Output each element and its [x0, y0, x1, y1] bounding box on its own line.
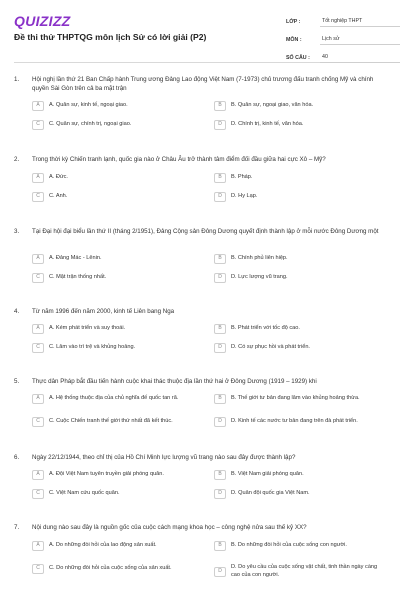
- option-a[interactable]: [32, 324, 200, 334]
- option-b[interactable]: [214, 254, 382, 264]
- option-letter-badge: A: [32, 394, 44, 404]
- option-text: B. Do những đòi hỏi của cuộc sống con người.: [231, 542, 347, 549]
- question-item: [14, 523, 386, 578]
- option-b[interactable]: [214, 101, 382, 111]
- option-text: B. Chính phủ liên hiệp.: [231, 255, 288, 262]
- option-letter-badge: C: [32, 343, 44, 353]
- meta-value: Tốt nghiệp THPT: [320, 18, 400, 27]
- question-item: [14, 227, 386, 281]
- option-a[interactable]: [32, 470, 200, 480]
- option-c[interactable]: [32, 343, 200, 353]
- option-letter-badge: D: [214, 567, 226, 577]
- question-head: [14, 155, 386, 164]
- option-c[interactable]: [32, 192, 200, 202]
- question-head: [14, 523, 386, 532]
- option-text: A. Đức.: [49, 174, 68, 181]
- option-text: D. Kinh tế các nước tư bản đang trên đà phát triển.: [231, 418, 358, 425]
- option-letter-badge: A: [32, 324, 44, 334]
- meta-row-count: [286, 48, 400, 63]
- option-d[interactable]: [214, 417, 382, 427]
- option-c[interactable]: [32, 489, 200, 499]
- option-text: B. Việt Nam giải phóng quân.: [231, 471, 304, 478]
- question-text: Nội dung nào sau đây là nguồn gốc của cuộc cách mạng khoa học – công nghệ nửa sau thế kỷ XX?: [32, 524, 307, 531]
- option-letter-badge: A: [32, 541, 44, 551]
- option-text: C. Cuộc Chiến tranh thế giới thứ nhất đã kết thúc.: [49, 418, 173, 425]
- option-c[interactable]: [32, 417, 200, 427]
- option-letter-badge: D: [214, 343, 226, 353]
- meta-row-class: [286, 12, 400, 27]
- meta-row-subject: [286, 30, 400, 45]
- option-a[interactable]: [32, 101, 200, 111]
- question-text: Từ năm 1996 đến năm 2000, kinh tế Liên bang Nga: [32, 308, 175, 315]
- option-text: A. Quân sự, kinh tế, ngoại giao.: [49, 102, 128, 109]
- question-number: 5.: [14, 378, 20, 385]
- option-text: C. Anh.: [49, 193, 68, 200]
- option-b[interactable]: [214, 470, 382, 480]
- meta-label: MÔN :: [286, 37, 302, 43]
- option-text: C. Lâm vào trì trệ và khủng hoảng.: [49, 344, 136, 351]
- option-text: C. Quân sự, chính trị, ngoại giao.: [49, 121, 132, 128]
- option-letter-badge: B: [214, 470, 226, 480]
- question-text: Ngày 22/12/1944, theo chỉ thị của Hồ Chí Minh lực lượng vũ trang nào sau đây được thành lập?: [32, 454, 296, 461]
- question-head: [14, 377, 386, 386]
- option-d[interactable]: [214, 192, 382, 202]
- option-b[interactable]: [214, 324, 382, 334]
- question-head: [14, 227, 386, 236]
- option-letter-badge: A: [32, 173, 44, 183]
- option-letter-badge: D: [214, 192, 226, 202]
- option-letter-badge: C: [32, 273, 44, 283]
- option-text: B. Quân sự, ngoại giao, văn hóa.: [231, 102, 314, 109]
- option-letter-badge: D: [214, 120, 226, 130]
- option-c[interactable]: [32, 273, 200, 283]
- option-text: B. Pháp.: [231, 174, 253, 181]
- question-number: 1.: [14, 76, 20, 83]
- option-a[interactable]: [32, 254, 200, 264]
- option-b[interactable]: [214, 394, 382, 404]
- option-letter-badge: C: [32, 489, 44, 499]
- question-text: Thực dân Pháp bắt đầu tiến hành cuộc khai thác thuộc địa lần thứ hai ở Đông Dương (1919 – 1929) khi: [32, 378, 317, 385]
- option-letter-badge: C: [32, 192, 44, 202]
- option-b[interactable]: [214, 173, 382, 183]
- option-a[interactable]: [32, 394, 200, 404]
- meta-value: 40: [320, 54, 400, 63]
- option-c[interactable]: [32, 120, 200, 130]
- question-number: 2.: [14, 156, 20, 163]
- option-a[interactable]: [32, 173, 200, 183]
- option-letter-badge: C: [32, 417, 44, 427]
- option-text: D. Hy Lạp.: [231, 193, 258, 200]
- page-title: Đề thi thử THPTQG môn lịch Sử có lời giải (P2): [14, 32, 207, 42]
- option-text: B. Thế giới tư bản đang lâm vào khủng hoảng thừa.: [231, 395, 360, 402]
- option-letter-badge: B: [214, 101, 226, 111]
- meta-label: SỐ CÂU :: [286, 55, 310, 61]
- option-d[interactable]: [214, 273, 382, 283]
- question-item: [14, 75, 386, 128]
- option-text: B. Phát triển với tốc độ cao.: [231, 325, 300, 332]
- option-d[interactable]: [214, 343, 382, 353]
- question-text: Trong thời kỳ Chiến tranh lạnh, quốc gia nào ở Châu Âu trở thành tâm điểm đối đầu giữa hai cực Xô – Mỹ?: [32, 156, 326, 163]
- option-letter-badge: B: [214, 254, 226, 264]
- question-head: [14, 307, 386, 316]
- option-letter-badge: C: [32, 120, 44, 130]
- option-letter-badge: B: [214, 541, 226, 551]
- option-text: C. Mặt trận thống nhất.: [49, 274, 107, 281]
- question-item: [14, 155, 386, 200]
- option-a[interactable]: [32, 541, 200, 551]
- option-letter-badge: D: [214, 417, 226, 427]
- option-text: D. Chính trị, kinh tế, văn hóa.: [231, 121, 304, 128]
- option-letter-badge: B: [214, 173, 226, 183]
- question-item: [14, 377, 386, 425]
- question-number: 6.: [14, 454, 20, 461]
- question-text: Hội nghị lần thứ 21 Ban Chấp hành Trung ương Đảng Lao động Việt Nam (7-1973) chủ trương đấu tranh chống Mỹ và chính quyền Sài Gòn trên cả ba mặt trận: [32, 76, 374, 92]
- question-text: Tại Đại hội đại biểu lần thứ II (tháng 2/1951), Đảng Cộng sản Đông Dương quyết định thành lập ở mỗi nước Đông Dương một: [32, 228, 379, 235]
- option-letter-badge: B: [214, 394, 226, 404]
- worksheet-header: [14, 0, 386, 63]
- option-text: A. Kém phát triển và suy thoái.: [49, 325, 126, 332]
- option-letter-badge: D: [214, 273, 226, 283]
- option-letter-badge: D: [214, 489, 226, 499]
- question-item: [14, 307, 386, 351]
- option-text: C. Việt Nam cứu quốc quân.: [49, 490, 120, 497]
- option-text: A. Hệ thống thuộc địa của chủ nghĩa đế quốc tan rã.: [49, 395, 179, 402]
- option-letter-badge: C: [32, 564, 44, 574]
- option-d[interactable]: [214, 489, 382, 499]
- option-d[interactable]: [214, 564, 382, 579]
- question-item: [14, 453, 386, 497]
- meta-info: [286, 12, 400, 66]
- option-letter-badge: A: [32, 101, 44, 111]
- option-text: A. Đảng Mác - Lênin.: [49, 255, 102, 262]
- option-text: D. Do yêu cầu của cuộc sống vật chất, tinh thần ngày càng cao của con người.: [231, 564, 378, 578]
- option-text: A. Do những đòi hỏi của lao động sản xuất.: [49, 542, 157, 549]
- option-c[interactable]: [32, 564, 200, 574]
- option-text: D. Quân đội quốc gia Việt Nam.: [231, 490, 310, 497]
- question-head: [14, 453, 386, 462]
- option-text: D. Có sự phục hồi và phát triển.: [231, 344, 310, 351]
- meta-value: Lịch sử: [320, 36, 400, 45]
- question-number: 4.: [14, 308, 20, 315]
- question-number: 7.: [14, 524, 20, 531]
- option-letter-badge: A: [32, 470, 44, 480]
- option-text: C. Do những đòi hỏi của cuộc sống của sản xuất.: [49, 565, 172, 572]
- option-text: A. Đội Việt Nam tuyên truyền giải phóng quân.: [49, 471, 164, 478]
- option-text: D. Lực lượng vũ trang.: [231, 274, 288, 281]
- question-number: 3.: [14, 228, 20, 235]
- question-head: [14, 75, 386, 93]
- quizizz-logo: QUIZIZZ: [14, 13, 71, 29]
- option-letter-badge: B: [214, 324, 226, 334]
- option-b[interactable]: [214, 541, 382, 551]
- option-d[interactable]: [214, 120, 382, 130]
- meta-label: LỚP :: [286, 19, 301, 25]
- option-letter-badge: A: [32, 254, 44, 264]
